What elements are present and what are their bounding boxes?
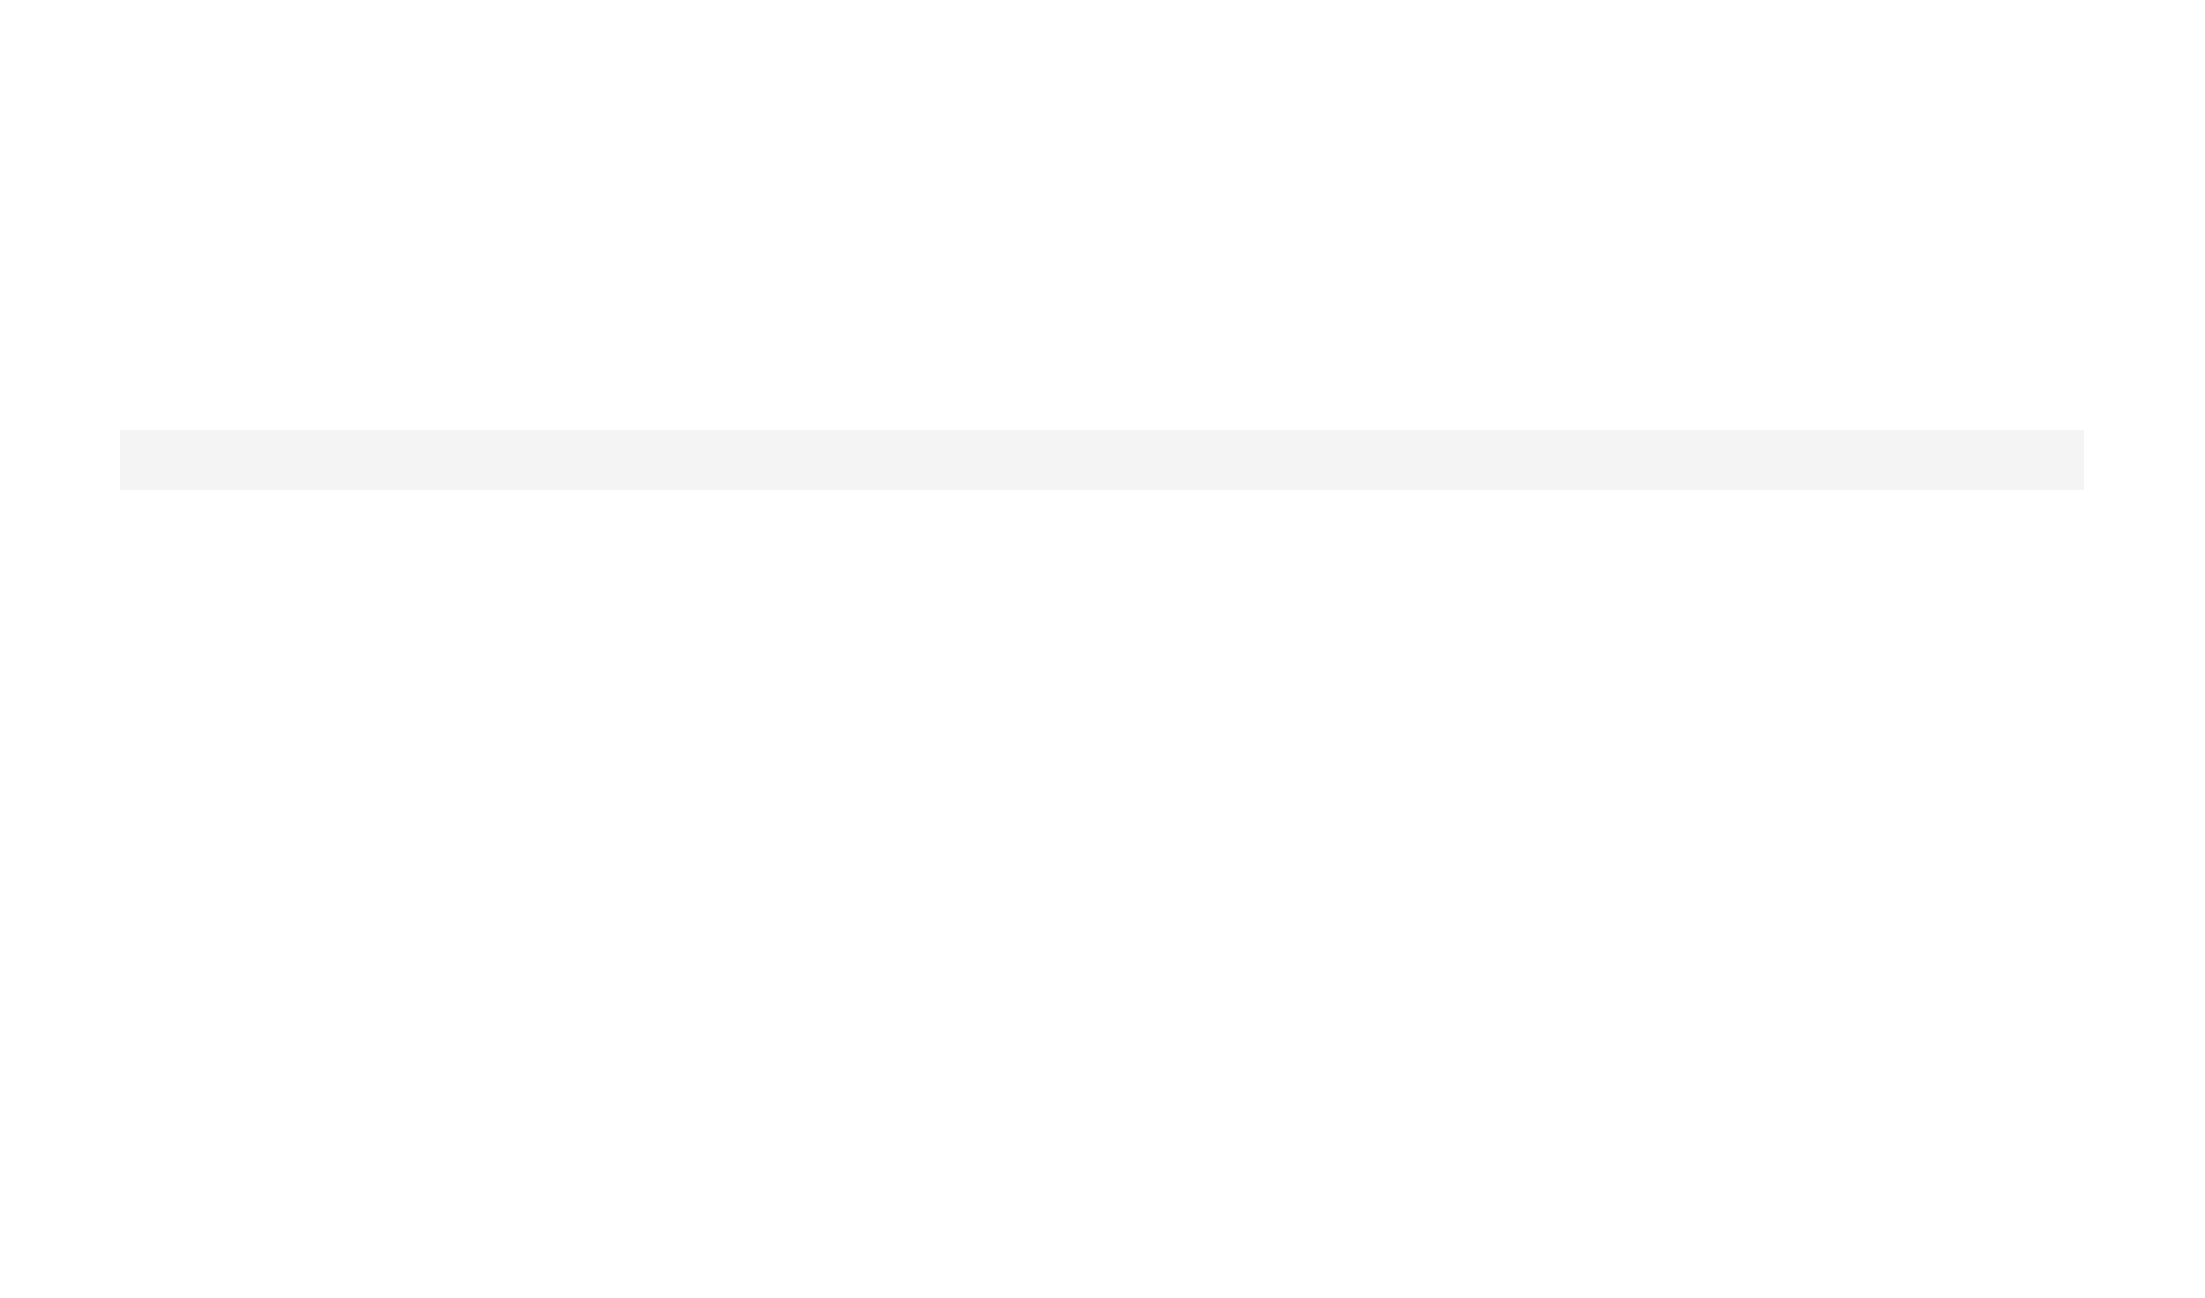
highlight-band: [120, 430, 2084, 490]
